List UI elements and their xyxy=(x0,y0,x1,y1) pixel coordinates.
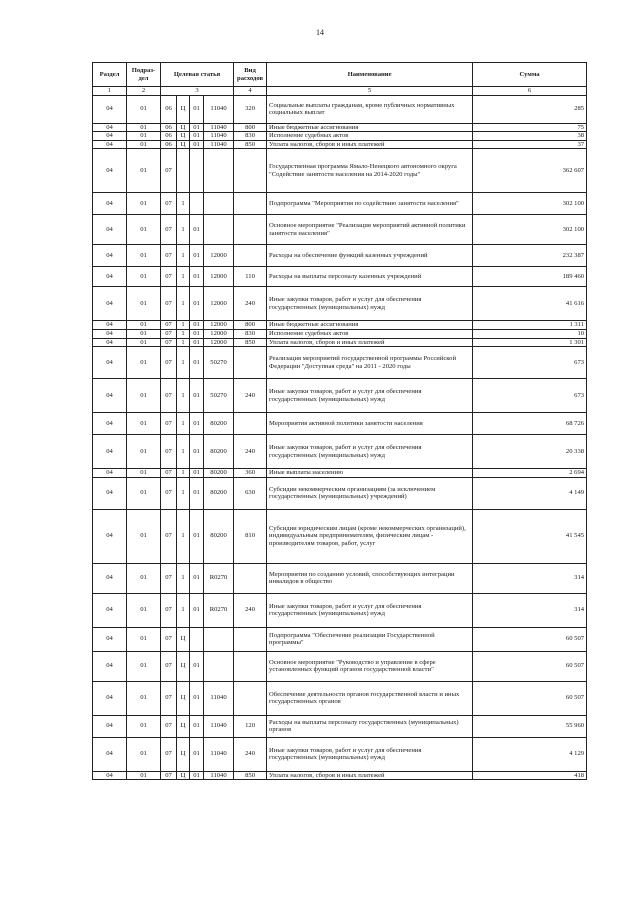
target-part2-cell: Ц xyxy=(177,132,190,141)
target-part1-cell: 06 xyxy=(161,132,177,141)
col-number: 4 xyxy=(234,87,267,96)
podrazdel-cell: 01 xyxy=(127,737,161,771)
target-part2-cell: Ц xyxy=(177,651,190,681)
razdel-cell: 04 xyxy=(93,321,127,330)
table-row xyxy=(93,509,587,563)
sum-cell: 2 694 xyxy=(473,469,587,478)
target-part2-cell: Ц xyxy=(177,715,190,737)
target-part1-cell: 07 xyxy=(161,477,177,509)
sum-cell: 232 387 xyxy=(473,245,587,267)
name-cell: Основное мероприятие "Реализация мероприятий активной политики занятости населения" xyxy=(267,215,473,245)
name-cell: Расходы на выплаты персоналу казенных учреждений xyxy=(267,267,473,287)
sum-cell: 1 301 xyxy=(473,338,587,347)
name-cell: Иные закупки товаров, работ и услуг для обеспечения государственных (муниципальных) нужд xyxy=(267,435,473,469)
sum-cell: 302 100 xyxy=(473,193,587,215)
target-part4-cell: 80200 xyxy=(204,477,234,509)
target-part3-cell xyxy=(190,149,204,193)
header-name: Наименование xyxy=(267,63,473,87)
sum-cell: 418 xyxy=(473,771,587,780)
target-part3-cell: 01 xyxy=(190,413,204,435)
name-cell: Уплата налогов, сборов и иных платежей xyxy=(267,140,473,149)
col-number: 2 xyxy=(127,87,161,96)
target-part3-cell: 01 xyxy=(190,593,204,627)
name-cell: Основное мероприятие "Руководство и управление в сфере установленных функций органов государственной власти" xyxy=(267,651,473,681)
vid-cell: 850 xyxy=(234,771,267,780)
vid-cell: 240 xyxy=(234,435,267,469)
target-part3-cell: 01 xyxy=(190,379,204,413)
razdel-cell: 04 xyxy=(93,379,127,413)
target-part2-cell: 1 xyxy=(177,477,190,509)
target-part1-cell: 07 xyxy=(161,435,177,469)
target-part3-cell: 01 xyxy=(190,563,204,593)
target-part3-cell: 01 xyxy=(190,267,204,287)
podrazdel-cell: 01 xyxy=(127,771,161,780)
target-part3-cell: 01 xyxy=(190,435,204,469)
target-part2-cell: Ц xyxy=(177,737,190,771)
razdel-cell: 04 xyxy=(93,132,127,141)
target-part1-cell: 07 xyxy=(161,379,177,413)
podrazdel-cell: 01 xyxy=(127,338,161,347)
name-cell: Иные закупки товаров, работ и услуг для обеспечения государственных (муниципальных) нужд xyxy=(267,593,473,627)
sum-cell: 41 545 xyxy=(473,509,587,563)
table-row xyxy=(93,413,587,435)
target-part3-cell: 01 xyxy=(190,651,204,681)
table-row xyxy=(93,435,587,469)
table-row xyxy=(93,338,587,347)
razdel-cell: 04 xyxy=(93,338,127,347)
target-part4-cell: 12000 xyxy=(204,267,234,287)
target-part2-cell: 1 xyxy=(177,469,190,478)
name-cell: Иные закупки товаров, работ и услуг для обеспечения государственных (муниципальных) нужд xyxy=(267,379,473,413)
sum-cell: 362 607 xyxy=(473,149,587,193)
podrazdel-cell: 01 xyxy=(127,347,161,379)
name-cell: Иные закупки товаров, работ и услуг для обеспечения государственных (муниципальных) нужд xyxy=(267,287,473,321)
sum-cell: 314 xyxy=(473,593,587,627)
target-part3-cell: 01 xyxy=(190,715,204,737)
razdel-cell: 04 xyxy=(93,140,127,149)
target-part3-cell: 01 xyxy=(190,737,204,771)
table-row xyxy=(93,267,587,287)
podrazdel-cell: 01 xyxy=(127,435,161,469)
target-part4-cell: 11040 xyxy=(204,95,234,123)
target-part1-cell: 07 xyxy=(161,563,177,593)
target-part2-cell: 1 xyxy=(177,193,190,215)
target-part1-cell: 07 xyxy=(161,193,177,215)
target-part1-cell: 07 xyxy=(161,287,177,321)
target-part3-cell: 01 xyxy=(190,347,204,379)
vid-cell xyxy=(234,215,267,245)
page-number: 14 xyxy=(316,28,324,37)
vid-cell xyxy=(234,651,267,681)
name-cell: Подпрограмма "Обеспечение реализации Государственной программы" xyxy=(267,627,473,651)
podrazdel-cell: 01 xyxy=(127,140,161,149)
target-part1-cell: 07 xyxy=(161,347,177,379)
table-row xyxy=(93,737,587,771)
target-part4-cell: 11040 xyxy=(204,715,234,737)
target-part4-cell: 11040 xyxy=(204,771,234,780)
razdel-cell: 04 xyxy=(93,435,127,469)
name-cell: Обеспечение деятельности органов государственной власти и иных государственных органов xyxy=(267,681,473,715)
vid-cell: 120 xyxy=(234,715,267,737)
target-part2-cell: Ц xyxy=(177,681,190,715)
vid-cell: 800 xyxy=(234,321,267,330)
vid-cell: 360 xyxy=(234,469,267,478)
sum-cell: 20 338 xyxy=(473,435,587,469)
target-part1-cell: 07 xyxy=(161,413,177,435)
podrazdel-cell: 01 xyxy=(127,329,161,338)
target-part1-cell: 07 xyxy=(161,715,177,737)
sum-cell: 4 129 xyxy=(473,737,587,771)
target-part1-cell: 07 xyxy=(161,771,177,780)
podrazdel-cell: 01 xyxy=(127,715,161,737)
target-part4-cell: 80200 xyxy=(204,469,234,478)
vid-cell xyxy=(234,245,267,267)
razdel-cell: 04 xyxy=(93,771,127,780)
table-row xyxy=(93,379,587,413)
target-part4-cell: 80200 xyxy=(204,509,234,563)
vid-cell: 830 xyxy=(234,329,267,338)
razdel-cell: 04 xyxy=(93,715,127,737)
razdel-cell: 04 xyxy=(93,627,127,651)
sum-cell: 673 xyxy=(473,379,587,413)
vid-cell xyxy=(234,627,267,651)
razdel-cell: 04 xyxy=(93,593,127,627)
target-part4-cell: 11040 xyxy=(204,681,234,715)
podrazdel-cell: 01 xyxy=(127,193,161,215)
name-cell: Иные выплаты населению xyxy=(267,469,473,478)
name-cell: Иные бюджетные ассигнования xyxy=(267,321,473,330)
table-row xyxy=(93,651,587,681)
target-part2-cell: 1 xyxy=(177,413,190,435)
podrazdel-cell: 01 xyxy=(127,379,161,413)
target-part4-cell: 80200 xyxy=(204,413,234,435)
target-part4-cell: 11040 xyxy=(204,132,234,141)
vid-cell xyxy=(234,413,267,435)
name-cell: Расходы на выплаты персоналу государственных (муниципальных) органов xyxy=(267,715,473,737)
table-row xyxy=(93,321,587,330)
sum-cell: 75 xyxy=(473,123,587,132)
podrazdel-cell: 01 xyxy=(127,563,161,593)
vid-cell xyxy=(234,193,267,215)
podrazdel-cell: 01 xyxy=(127,132,161,141)
vid-cell: 240 xyxy=(234,287,267,321)
target-part3-cell: 01 xyxy=(190,338,204,347)
target-part2-cell: Ц xyxy=(177,627,190,651)
sum-cell: 285 xyxy=(473,95,587,123)
target-part1-cell: 07 xyxy=(161,215,177,245)
name-cell: Исполнение судебных актов xyxy=(267,329,473,338)
target-part4-cell: 12000 xyxy=(204,338,234,347)
razdel-cell: 04 xyxy=(93,737,127,771)
podrazdel-cell: 01 xyxy=(127,469,161,478)
vid-cell: 800 xyxy=(234,123,267,132)
name-cell: Реализация мероприятий государственной программы Российской Федерации "Доступная среда" на 2011 - 2020 годы xyxy=(267,347,473,379)
name-cell: Иные бюджетные ассигнования xyxy=(267,123,473,132)
name-cell: Мероприятия по созданию условий, способствующих интеграции инвалидов в общество xyxy=(267,563,473,593)
target-part3-cell: 01 xyxy=(190,469,204,478)
sum-cell: 37 xyxy=(473,140,587,149)
table-row xyxy=(93,627,587,651)
sum-cell: 68 726 xyxy=(473,413,587,435)
target-part2-cell: Ц xyxy=(177,123,190,132)
target-part1-cell: 06 xyxy=(161,95,177,123)
target-part4-cell: 50270 xyxy=(204,347,234,379)
target-part4-cell: 12000 xyxy=(204,245,234,267)
name-cell: Уплата налогов, сборов и иных платежей xyxy=(267,771,473,780)
razdel-cell: 04 xyxy=(93,509,127,563)
podrazdel-cell: 01 xyxy=(127,477,161,509)
name-cell: Мероприятия активной политики занятости населения xyxy=(267,413,473,435)
target-part3-cell xyxy=(190,193,204,215)
podrazdel-cell: 01 xyxy=(127,95,161,123)
razdel-cell: 04 xyxy=(93,123,127,132)
target-part2-cell: 1 xyxy=(177,338,190,347)
table-row xyxy=(93,140,587,149)
header-razdel: Раздел xyxy=(93,63,127,87)
target-part1-cell: 07 xyxy=(161,593,177,627)
podrazdel-cell: 01 xyxy=(127,627,161,651)
vid-cell: 240 xyxy=(234,593,267,627)
sum-cell: 55 960 xyxy=(473,715,587,737)
razdel-cell: 04 xyxy=(93,287,127,321)
target-part3-cell: 01 xyxy=(190,509,204,563)
table-row xyxy=(93,477,587,509)
vid-cell xyxy=(234,149,267,193)
target-part4-cell xyxy=(204,215,234,245)
vid-cell: 810 xyxy=(234,509,267,563)
name-cell: Подпрограмма "Мероприятия по содействию занятости населения" xyxy=(267,193,473,215)
target-part2-cell: 1 xyxy=(177,287,190,321)
table-row xyxy=(93,681,587,715)
target-part1-cell: 07 xyxy=(161,627,177,651)
sum-cell: 60 507 xyxy=(473,681,587,715)
header-vid: Вид расходов xyxy=(234,63,267,87)
target-part4-cell: 11040 xyxy=(204,737,234,771)
razdel-cell: 04 xyxy=(93,329,127,338)
col-number: 1 xyxy=(93,87,127,96)
razdel-cell: 04 xyxy=(93,95,127,123)
table-row xyxy=(93,215,587,245)
target-part2-cell: 1 xyxy=(177,563,190,593)
sum-cell: 41 616 xyxy=(473,287,587,321)
target-part1-cell: 07 xyxy=(161,267,177,287)
target-part3-cell: 01 xyxy=(190,215,204,245)
podrazdel-cell: 01 xyxy=(127,287,161,321)
target-part3-cell: 01 xyxy=(190,140,204,149)
vid-cell: 320 xyxy=(234,95,267,123)
header-row xyxy=(93,63,587,87)
target-part2-cell: Ц xyxy=(177,140,190,149)
name-cell: Уплата налогов, сборов и иных платежей xyxy=(267,338,473,347)
target-part4-cell xyxy=(204,627,234,651)
target-part3-cell: 01 xyxy=(190,132,204,141)
sum-cell: 314 xyxy=(473,563,587,593)
podrazdel-cell: 01 xyxy=(127,509,161,563)
razdel-cell: 04 xyxy=(93,651,127,681)
podrazdel-cell: 01 xyxy=(127,651,161,681)
sum-cell: 10 xyxy=(473,329,587,338)
target-part4-cell: 12000 xyxy=(204,287,234,321)
target-part2-cell: Ц xyxy=(177,771,190,780)
target-part1-cell: 07 xyxy=(161,509,177,563)
header-target: Целевая статья xyxy=(161,63,234,87)
target-part2-cell xyxy=(177,149,190,193)
sum-cell: 1 311 xyxy=(473,321,587,330)
podrazdel-cell: 01 xyxy=(127,123,161,132)
sum-cell: 60 507 xyxy=(473,651,587,681)
name-cell: Государственная программа Ямало-Ненецкого автономного округа "Содействие занятости населения на 2014-2020 годы" xyxy=(267,149,473,193)
target-part2-cell: 1 xyxy=(177,435,190,469)
target-part4-cell: 50270 xyxy=(204,379,234,413)
podrazdel-cell: 01 xyxy=(127,321,161,330)
target-part3-cell: 01 xyxy=(190,95,204,123)
razdel-cell: 04 xyxy=(93,215,127,245)
target-part4-cell xyxy=(204,193,234,215)
razdel-cell: 04 xyxy=(93,245,127,267)
target-part1-cell: 07 xyxy=(161,338,177,347)
col-number: 5 xyxy=(267,87,473,96)
target-part4-cell: 80200 xyxy=(204,435,234,469)
table-row xyxy=(93,563,587,593)
razdel-cell: 04 xyxy=(93,681,127,715)
sum-cell: 302 100 xyxy=(473,215,587,245)
sum-cell: 673 xyxy=(473,347,587,379)
target-part4-cell: 12000 xyxy=(204,321,234,330)
vid-cell xyxy=(234,681,267,715)
target-part1-cell: 07 xyxy=(161,321,177,330)
target-part4-cell: R0270 xyxy=(204,563,234,593)
sum-cell: 38 xyxy=(473,132,587,141)
target-part2-cell: 1 xyxy=(177,245,190,267)
table-row xyxy=(93,95,587,123)
razdel-cell: 04 xyxy=(93,469,127,478)
vid-cell xyxy=(234,347,267,379)
razdel-cell: 04 xyxy=(93,563,127,593)
table-row xyxy=(93,287,587,321)
target-part2-cell: 1 xyxy=(177,509,190,563)
name-cell: Социальные выплаты гражданам, кроме публичных нормативных социальных выплат xyxy=(267,95,473,123)
header-podrazdel: Подраз-дел xyxy=(127,63,161,87)
sum-cell: 4 149 xyxy=(473,477,587,509)
table-row xyxy=(93,347,587,379)
table-row xyxy=(93,715,587,737)
name-cell: Субсидии некоммерческим организациям (за исключением государственных (муниципальных) учреждений) xyxy=(267,477,473,509)
target-part3-cell: 01 xyxy=(190,287,204,321)
name-cell: Иные закупки товаров, работ и услуг для обеспечения государственных (муниципальных) нужд xyxy=(267,737,473,771)
podrazdel-cell: 01 xyxy=(127,245,161,267)
target-part1-cell: 07 xyxy=(161,149,177,193)
target-part3-cell: 01 xyxy=(190,329,204,338)
razdel-cell: 04 xyxy=(93,347,127,379)
header-sum: Сумма xyxy=(473,63,587,87)
target-part2-cell: 1 xyxy=(177,379,190,413)
target-part2-cell: 1 xyxy=(177,329,190,338)
target-part3-cell: 01 xyxy=(190,245,204,267)
vid-cell xyxy=(234,563,267,593)
sum-cell: 189 460 xyxy=(473,267,587,287)
name-cell: Расходы на обеспечение функций казенных учреждений xyxy=(267,245,473,267)
vid-cell: 850 xyxy=(234,140,267,149)
target-part1-cell: 07 xyxy=(161,681,177,715)
table-row xyxy=(93,593,587,627)
podrazdel-cell: 01 xyxy=(127,681,161,715)
target-part1-cell: 07 xyxy=(161,651,177,681)
col-number: 3 xyxy=(161,87,234,96)
target-part3-cell: 01 xyxy=(190,771,204,780)
col-number: 6 xyxy=(473,87,587,96)
razdel-cell: 04 xyxy=(93,477,127,509)
vid-cell: 850 xyxy=(234,338,267,347)
razdel-cell: 04 xyxy=(93,193,127,215)
table-row xyxy=(93,193,587,215)
target-part4-cell xyxy=(204,149,234,193)
target-part4-cell xyxy=(204,651,234,681)
sum-cell: 60 507 xyxy=(473,627,587,651)
podrazdel-cell: 01 xyxy=(127,215,161,245)
target-part1-cell: 06 xyxy=(161,123,177,132)
target-part2-cell: 1 xyxy=(177,321,190,330)
table-row xyxy=(93,329,587,338)
target-part3-cell: 01 xyxy=(190,477,204,509)
target-part1-cell: 07 xyxy=(161,737,177,771)
table-body xyxy=(93,95,587,780)
target-part4-cell: 11040 xyxy=(204,140,234,149)
target-part4-cell: R0270 xyxy=(204,593,234,627)
target-part3-cell: 01 xyxy=(190,681,204,715)
vid-cell: 240 xyxy=(234,379,267,413)
vid-cell: 110 xyxy=(234,267,267,287)
razdel-cell: 04 xyxy=(93,413,127,435)
target-part4-cell: 11040 xyxy=(204,123,234,132)
name-cell: Субсидии юридическим лицам (кроме некоммерческих организаций), индивидуальным предпринимателям, физическим лицам - производителям товаров, работ, услуг xyxy=(267,509,473,563)
column-number-row xyxy=(93,87,587,96)
target-part2-cell: 1 xyxy=(177,593,190,627)
target-part1-cell: 07 xyxy=(161,245,177,267)
table-row xyxy=(93,245,587,267)
table-row xyxy=(93,149,587,193)
vid-cell: 240 xyxy=(234,737,267,771)
target-part2-cell: Ц xyxy=(177,95,190,123)
podrazdel-cell: 01 xyxy=(127,149,161,193)
name-cell: Исполнение судебных актов xyxy=(267,132,473,141)
razdel-cell: 04 xyxy=(93,149,127,193)
target-part3-cell: 01 xyxy=(190,123,204,132)
razdel-cell: 04 xyxy=(93,267,127,287)
target-part3-cell: 01 xyxy=(190,321,204,330)
vid-cell: 630 xyxy=(234,477,267,509)
vid-cell: 830 xyxy=(234,132,267,141)
table-row xyxy=(93,132,587,141)
target-part2-cell: 1 xyxy=(177,347,190,379)
target-part2-cell: 1 xyxy=(177,215,190,245)
target-part2-cell: 1 xyxy=(177,267,190,287)
podrazdel-cell: 01 xyxy=(127,593,161,627)
target-part1-cell: 07 xyxy=(161,469,177,478)
budget-table xyxy=(92,62,587,780)
table-row xyxy=(93,469,587,478)
podrazdel-cell: 01 xyxy=(127,267,161,287)
target-part4-cell: 12000 xyxy=(204,329,234,338)
target-part1-cell: 06 xyxy=(161,140,177,149)
podrazdel-cell: 01 xyxy=(127,413,161,435)
table-row xyxy=(93,123,587,132)
target-part1-cell: 07 xyxy=(161,329,177,338)
target-part3-cell xyxy=(190,627,204,651)
table-row xyxy=(93,771,587,780)
